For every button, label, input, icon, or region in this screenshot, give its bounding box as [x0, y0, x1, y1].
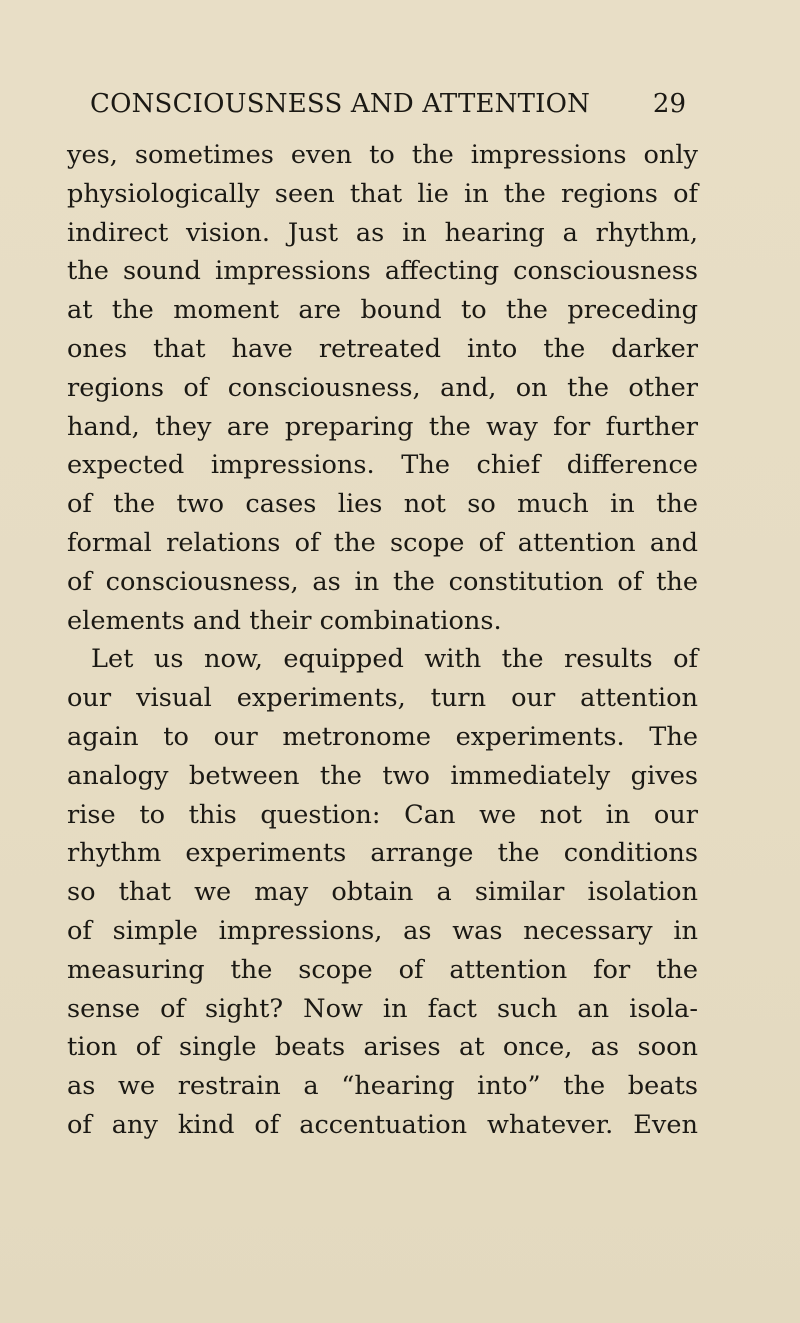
text-line: measuring the scope of attention for the: [67, 954, 698, 985]
text-line: analogy between the two immediately gives: [67, 760, 698, 791]
text-line: the sound impressions affecting consciousness: [67, 256, 698, 287]
text-line: expected impressions. The chief difference: [67, 450, 698, 481]
text-line: at the moment are bound to the preceding: [67, 295, 698, 326]
text-line: yes, sometimes even to the impressions only: [67, 140, 698, 170]
text-line: rhythm experiments arrange the conditions: [67, 838, 698, 869]
text-line: as we restrain a “hearing into” the beats: [67, 1071, 698, 1102]
running-head: CONSCIOUSNESS AND ATTENTION: [90, 89, 591, 119]
text-line: hand, they are preparing the way for further: [67, 411, 698, 442]
page-number: 29: [652, 89, 686, 119]
text-line: so that we may obtain a similar isolation: [67, 877, 698, 908]
text-line: of consciousness, as in the constitution of the: [67, 566, 698, 597]
text-line: of the two cases lies not so much in the: [67, 489, 698, 520]
text-line: rise to this question: Can we not in our: [67, 799, 698, 830]
text-line: again to our metronome experiments. The: [67, 721, 698, 752]
text-line: indirect vision. Just as in hearing a rhythm,: [67, 217, 698, 248]
text-line: physiologically seen that lie in the regions of: [67, 178, 698, 209]
text-line: of any kind of accentuation whatever. Even: [67, 1109, 698, 1140]
text-line: regions of consciousness, and, on the other: [67, 372, 698, 403]
body-text: [67, 136, 698, 1145]
page-header: [90, 82, 686, 126]
text-line: sense of sight? Now in fact such an isola-: [67, 993, 698, 1024]
text-line: tion of single beats arises at once, as soon: [67, 1032, 698, 1063]
paragraph-start-line: Let us now, equipped with the results of: [91, 644, 698, 675]
text-line: formal relations of the scope of attention and: [67, 527, 698, 558]
paragraph-end-line: elements and their combinations.: [67, 605, 502, 636]
text-line: ones that have retreated into the darker: [67, 333, 698, 364]
text-line: of simple impressions, as was necessary in: [67, 915, 698, 946]
text-line: our visual experiments, turn our attention: [67, 683, 698, 714]
